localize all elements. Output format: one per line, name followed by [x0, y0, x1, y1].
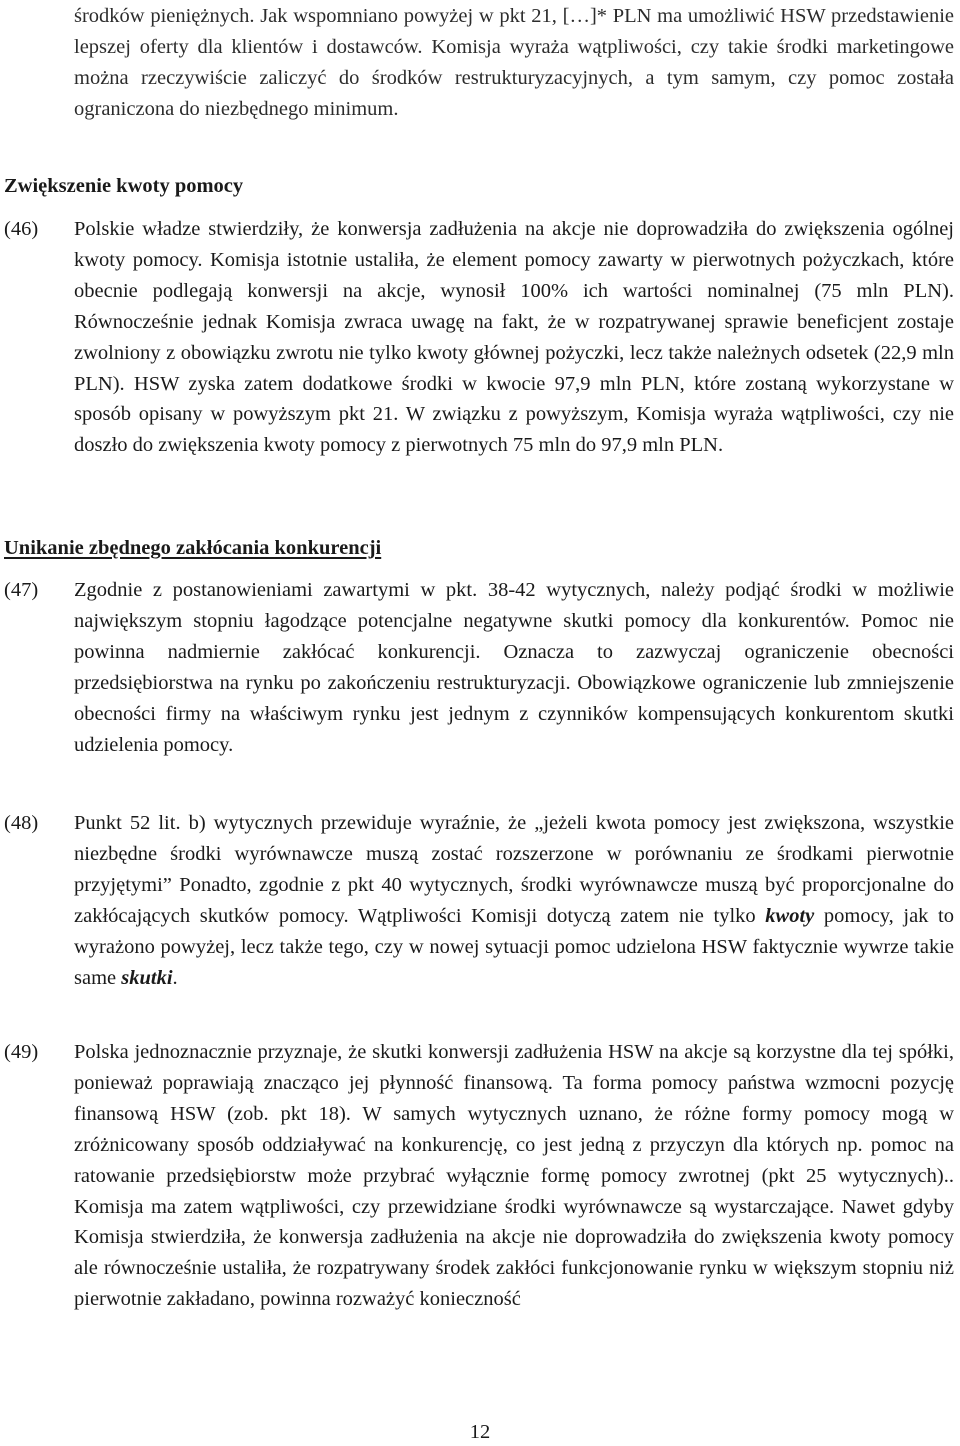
section-heading-competition: Unikanie zbędnego zakłócania konkurencji [4, 537, 382, 559]
section-heading-aid-amount: Zwiększenie kwoty pomocy [4, 175, 244, 197]
paragraph-text-part: Punkt 52 lit. b) wytycznych przewiduje wyraźnie, że „jeżeli kwota pomocy jest zwiększona, wszystkie niezbędne środki wyrównawcze muszą zostać rozszerzone w porównaniu ze środkami pierwotnie przyjętymi” Ponadto, zgodnie z pkt 40 wytycznych, środki wyrównawcze muszą być proporcjonalne do zakłócających skutków pomocy. Wątpliwości Komisji dotyczą zatem nie tylko [74, 812, 954, 927]
paragraph-number: (47) [4, 579, 39, 601]
paragraph-text: Polska jednoznacznie przyznaje, że skutki konwersji zadłużenia HSW na akcje są korzystne dla tej spółki, ponieważ poprawiają znacząco jej płynność finansową. Ta forma pomocy państwa wzmocni pozycję finansową HSW (zob. pkt 18). W samych wytycznych uznano, że różne formy pomocy mogą w zróżnicowany sposób oddziaływać na konkurencję, co jest jedną z przyczyn dla których np. pomoc na ratowanie przedsiębiorstw może przybrać wyłącznie formę pomocy zwrotnej (pkt 25 wytycznych).. Komisja ma zatem wątpliwości, czy przewidziane środki wyrównawcze są wystarczające. Nawet gdyby Komisja stwierdziła, że konwersja zadłużenia na akcje nie doprowadziła do zwiększenia kwoty pomocy ale równocześnie ustaliła, że rozpatrywany środek zakłóci funkcjonowanie rynku w większym stopniu niż pierwotnie zakładano, powinna rozważyć konieczność [74, 1041, 954, 1311]
paragraph-number: (46) [4, 218, 39, 240]
paragraph-number: (48) [4, 812, 39, 834]
paragraph-number: (49) [4, 1041, 39, 1063]
paragraph-text [74, 808, 954, 993]
paragraph-text-part: pomocy, jak to wyrażono powyżej, lecz także tego, czy w nowej sytuacji pomoc udzielona HSW faktycznie wywrze takie same [74, 904, 955, 989]
emphasis-kwoty: kwoty [765, 904, 815, 927]
paragraph-text-part: . [172, 966, 178, 989]
paragraph-text: Zgodnie z postanowieniami zawartymi w pkt. 38-42 wytycznych, należy podjąć środki w możliwie największym stopniu łagodzące potencjalne negatywne skutki pomocy dla konkurentów. Pomoc nie powinna nadmiernie zakłócać konkurencji. Oznacza to zazwyczaj ograniczenie obecności przedsiębiorstwa na rynku po zakończeniu restrukturyzacji. Obowiązkowe ograniczenie lub zmniejszenie obecności firmy na właściwym rynku jest jednym z czynników kompensujących konkurentom skutki udzielenia pomocy. [74, 579, 954, 756]
paragraph-text: Polskie władze stwierdziły, że konwersja zadłużenia na akcje nie doprowadziła do zwiększenia ogólnej kwoty pomocy. Komisja istotnie ustaliła, że element pomocy zawarty w pierwotnych pożyczkach, które obecnie podlegają konwersji na akcje, wynosił 100% ich wartości nominalnej (75 mln PLN). Równocześnie jednak Komisja zwraca uwagę na fakt, że w rozpatrywanej sprawie beneficjent zostaje zwolniony z obowiązku zwrotu nie tylko kwoty głównej pożyczki, lecz także należnych odsetek (22,9 mln PLN). HSW zyska zatem dodatkowe środki w kwocie 97,9 mln PLN, które zostaną wykorzystane w sposób opisany w powyższym pkt 21. W związku z powyższym, Komisja wyraża wątpliwości, czy nie doszło do zwiększenia kwoty pomocy z pierwotnych 75 mln do 97,9 mln PLN. [74, 218, 954, 457]
page-number: 12 [469, 1421, 491, 1443]
intro-paragraph: środków pieniężnych. Jak wspomniano powyżej w pkt 21, […]* PLN ma umożliwić HSW przedstawienie lepszej oferty dla klientów i dostawców. Komisja wyraża wątpliwości, czy takie środki marketingowe można rzeczywiście zaliczyć do środków restrukturyzacyjnych, a tym samym, czy pomoc została ograniczona do niezbędnego minimum. [74, 5, 954, 120]
emphasis-skutki: skutki [121, 966, 173, 989]
